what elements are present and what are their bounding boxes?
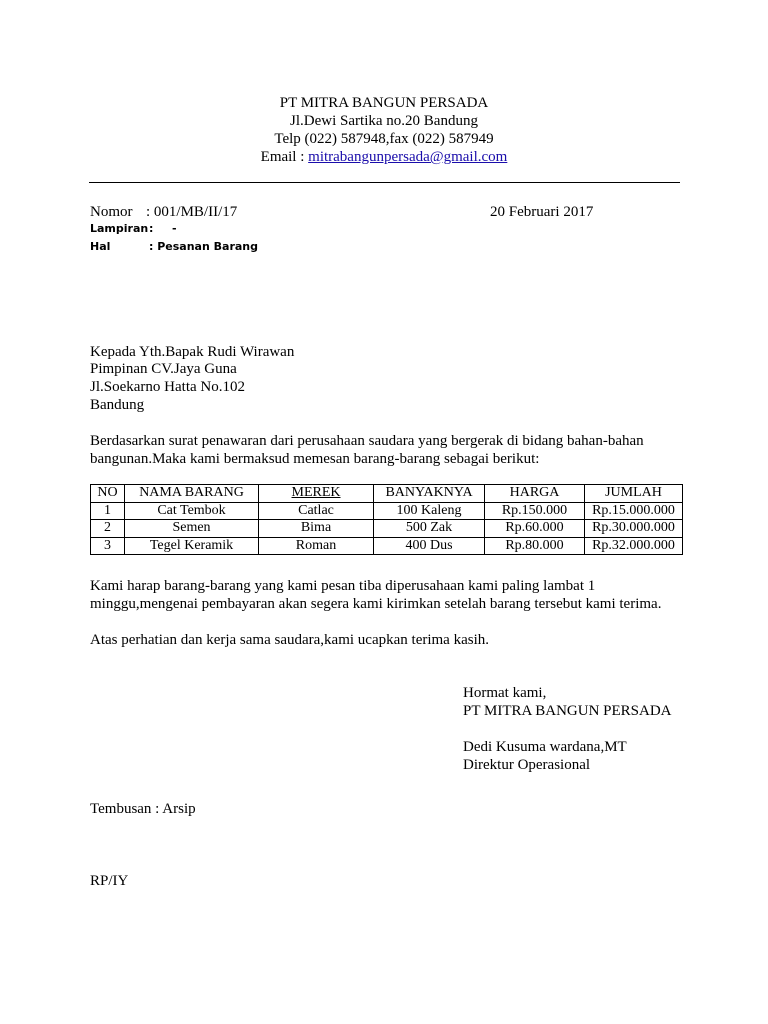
email-label: Email : <box>260 149 309 165</box>
table-row <box>91 502 683 520</box>
cell-nama-barang: Semen <box>125 520 259 538</box>
cell-harga: Rp.150.000 <box>485 502 585 520</box>
cell-banyaknya: 100 Kaleng <box>374 502 485 520</box>
company-address: Jl.Dewi Sartika no.20 Bandung <box>290 113 478 129</box>
recipient-line-2: Pimpinan CV.Jaya Guna <box>90 361 237 377</box>
email-link[interactable]: mitrabangunpersada@gmail.com <box>308 149 508 165</box>
col-header-banyaknya: BANYAKNYA <box>374 485 485 503</box>
recipient-line-3: Jl.Soekarno Hatta No.102 <box>90 379 245 395</box>
col-header-jumlah: JUMLAH <box>585 485 683 503</box>
body-paragraph-1-line-1: Kami harap barang-barang yang kami pesan tiba diperusahaan kami paling lambat 1 <box>90 578 596 594</box>
header-divider <box>89 182 680 183</box>
cell-jumlah: Rp.30.000.000 <box>585 520 683 538</box>
cell-jumlah: Rp.32.000.000 <box>585 537 683 555</box>
reference-initials: RP/IY <box>90 873 129 889</box>
lampiran-label: Lampiran <box>90 222 149 235</box>
cell-banyaknya: 500 Zak <box>374 520 485 538</box>
cell-no: 2 <box>91 520 125 538</box>
tembusan: Tembusan : Arsip <box>90 801 196 817</box>
intro-line-1: Berdasarkan surat penawaran dari perusahaan saudara yang bergerak di bidang bahan-bahan <box>90 433 644 449</box>
signatory-title: Direktur Operasional <box>463 757 591 773</box>
col-header-merek: MEREK <box>259 485 374 503</box>
recipient-line-4: Bandung <box>90 397 145 413</box>
lampiran-value: - <box>172 222 177 235</box>
nomor-value: : 001/MB/II/17 <box>146 204 238 220</box>
closing-greeting: Hormat kami, <box>463 685 547 701</box>
cell-no: 3 <box>91 537 125 555</box>
company-phone: Telp (022) 587948,fax (022) 587949 <box>274 131 494 147</box>
company-name: PT MITRA BANGUN PERSADA <box>279 95 489 111</box>
recipient-line-1: Kepada Yth.Bapak Rudi Wirawan <box>90 344 295 360</box>
body-paragraph-2: Atas perhatian dan kerja sama saudara,kami ucapkan terima kasih. <box>90 632 490 648</box>
cell-merek: Roman <box>259 537 374 555</box>
cell-no: 1 <box>91 502 125 520</box>
cell-banyaknya: 400 Dus <box>374 537 485 555</box>
nomor-label: Nomor <box>90 204 133 220</box>
hal-value: : Pesanan Barang <box>149 240 258 253</box>
company-email-line <box>0 148 768 166</box>
col-header-nama-barang: NAMA BARANG <box>125 485 259 503</box>
cell-harga: Rp.60.000 <box>485 520 585 538</box>
cell-harga: Rp.80.000 <box>485 537 585 555</box>
signature-company: PT MITRA BANGUN PERSADA <box>463 703 672 719</box>
letter-date: 20 Februari 2017 <box>490 204 594 220</box>
order-table <box>90 484 683 555</box>
table-header-row <box>91 485 683 503</box>
cell-merek: Catlac <box>259 502 374 520</box>
cell-nama-barang: Tegel Keramik <box>125 537 259 555</box>
intro-line-2: bangunan.Maka kami bermaksud memesan barang-barang sebagai berikut: <box>90 451 540 467</box>
table-row <box>91 537 683 555</box>
table-row <box>91 520 683 538</box>
col-header-harga: HARGA <box>485 485 585 503</box>
col-header-no: NO <box>91 485 125 503</box>
cell-merek: Bima <box>259 520 374 538</box>
cell-nama-barang: Cat Tembok <box>125 502 259 520</box>
lampiran-separator: : <box>149 222 154 235</box>
hal-label: Hal <box>90 240 111 253</box>
cell-jumlah: Rp.15.000.000 <box>585 502 683 520</box>
signatory-name: Dedi Kusuma wardana,MT <box>463 739 627 755</box>
body-paragraph-1-line-2: minggu,mengenai pembayaran akan segera kami kirimkan setelah barang tersebut kami terima. <box>90 596 662 612</box>
